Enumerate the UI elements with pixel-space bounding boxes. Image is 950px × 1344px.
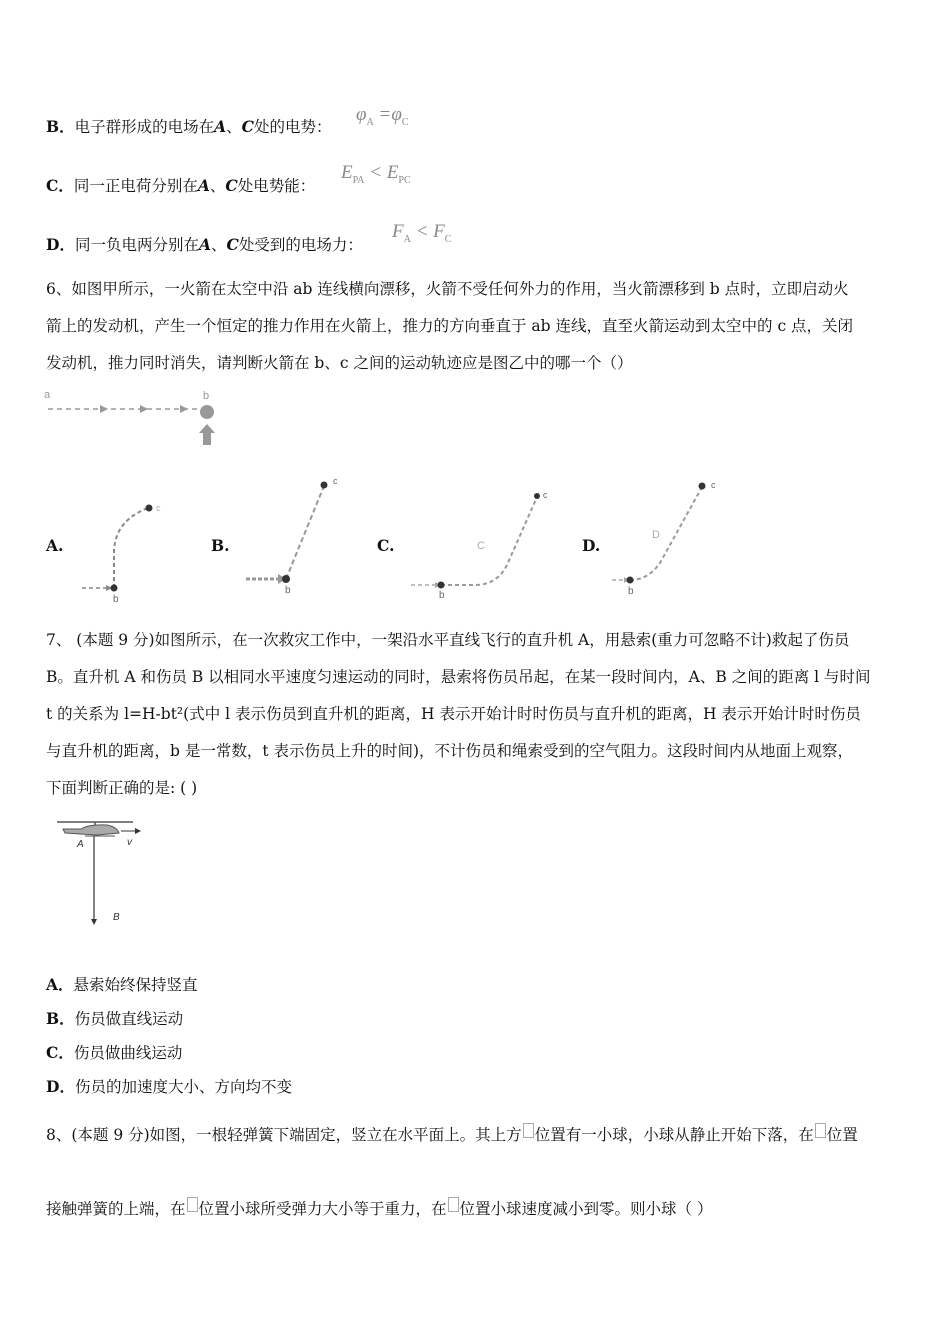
missing-symbol-icon	[523, 1123, 534, 1138]
point-b	[627, 577, 634, 584]
trajectory-path	[114, 508, 148, 588]
option-c-label: C.	[377, 536, 395, 555]
trajectory-a-figure	[76, 495, 171, 605]
rocket-icon	[200, 405, 214, 419]
curve-label: D	[652, 529, 660, 541]
svg-text:c: c	[156, 503, 161, 513]
arrow-icon	[140, 405, 148, 413]
missing-symbol-icon	[815, 1123, 826, 1138]
option-b-label: B.	[211, 536, 230, 555]
svg-text:A: A	[77, 839, 84, 850]
formula-electric-force: $F_A < F_C$	[392, 221, 452, 245]
velocity-arrow-icon	[135, 828, 141, 834]
q5-option-d: D．同一负电两分别在A、C处受到的电场力：	[46, 235, 363, 254]
formula-potential: $\varphi_A =\varphi_C$	[356, 104, 409, 128]
point-b	[111, 585, 118, 592]
q7-option-c: C．伤员做曲线运动	[46, 1043, 183, 1062]
curve-label: C	[477, 540, 485, 552]
arrow-icon	[100, 405, 108, 413]
question-7-text: 7、 (本题 9 分)如图所示，在一次救灾工作中，一架沿水平直线飞行的直升机 A，用悬索(重力可忽略不计)救起了伤员 B。直升机 A 和伤员 B 以相同水平速度匀速运动的同时，悬索将伤员吊起，在某一段时间内，A、B 之间的距离 l 与时间 t 的关系为 l=H-bt²(式中 l 表示伤员到直升机的距离，H 表示开始计时时伤员与直升机的距离，H 表示开始计时时伤员 与直升机的距离，b 是一常数，t 表示伤员上升的时间)，不计伤员和绳索受到的空气阻力。这段时间内从地面上观察， 下面判断正确的是: ( )	[46, 631, 871, 797]
svg-text:b: b	[113, 594, 119, 605]
option-label: D．	[46, 235, 75, 254]
svg-text:b: b	[285, 585, 291, 596]
trajectory-b-figure	[240, 470, 350, 600]
q7-option-b: B．伤员做直线运动	[46, 1009, 184, 1028]
trajectory-path	[286, 486, 324, 579]
point-b-label: b	[203, 390, 210, 402]
missing-symbol-icon	[448, 1197, 459, 1212]
option-d-label: D.	[582, 536, 601, 555]
helicopter-figure	[55, 815, 155, 930]
thrust-arrow-icon	[199, 424, 215, 445]
formula-potential-energy: $E_{PA} < E_{PC}$	[341, 162, 411, 186]
trajectory-d-figure	[610, 475, 730, 600]
point-b	[438, 582, 445, 589]
option-label: C．	[46, 176, 74, 195]
svg-text:c: c	[711, 480, 716, 490]
svg-text:B: B	[113, 912, 120, 923]
point-a-label: a	[44, 389, 51, 401]
q5-option-b: B．电子群形成的电场在A、C处的电势：	[46, 117, 332, 136]
svg-text:b: b	[439, 590, 445, 600]
svg-text:b: b	[628, 586, 634, 597]
point-c	[699, 483, 706, 490]
rocket-drift-figure	[40, 385, 240, 450]
trajectory-path	[630, 487, 702, 580]
question-8-line-2: 接触弹簧的上端，在 位置小球所受弹力大小等于重力，在 位置小球速度减小到零。则小球（ ）	[46, 1197, 712, 1219]
svg-text:c: c	[543, 490, 548, 500]
helicopter-icon	[63, 825, 119, 835]
casualty-icon	[91, 919, 97, 925]
point-c	[534, 493, 540, 499]
question-6-text: 6、如图甲所示，一火箭在太空中沿 ab 连线横向漂移，火箭不受任何外力的作用，当火箭漂移到 b 点时，立即启动火 箭上的发动机，产生一个恒定的推力作用在火箭上，推力的方向垂直于 ab 连线，直至火箭运动到太空中的 c 点，关闭 发动机，推力同时消失，请判断火箭在 b、c 之间的运动轨迹应是图乙中的哪一个（）	[46, 280, 854, 372]
point-b	[282, 575, 290, 583]
q5-option-c: C．同一正电荷分别在A、C处电势能：	[46, 176, 316, 195]
svg-text:v: v	[127, 837, 132, 848]
question-8-line-1: 8、(本题 9 分)如图，一根轻弹簧下端固定，竖立在水平面上。其上方 位置有一小球，小球从静止开始下落，在 位置	[46, 1123, 858, 1145]
arrow-icon	[180, 405, 188, 413]
svg-text:c: c	[333, 476, 338, 486]
missing-symbol-icon	[187, 1197, 198, 1212]
point-c	[321, 482, 328, 489]
option-label: B．	[46, 117, 75, 136]
point-c	[146, 505, 153, 512]
q7-option-d: D．伤员的加速度大小、方向均不变	[46, 1077, 292, 1096]
option-a-label: A.	[46, 536, 64, 555]
q7-option-a: A．悬索始终保持竖直	[46, 975, 198, 994]
trajectory-c-figure	[405, 485, 560, 600]
trajectory-path	[441, 497, 537, 585]
